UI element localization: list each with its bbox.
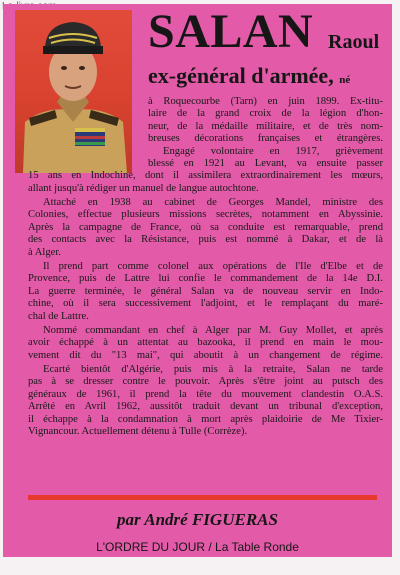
bio-line: La guerre terminée, le général Salan va de nouveau servir en Indo-	[28, 285, 383, 297]
book-cover	[3, 4, 392, 557]
bio-line: il échappe à la condamnation à mort après plaidoirie de Me Tixier-	[28, 413, 383, 425]
divider-bar	[28, 495, 377, 500]
bio-line: à Alger.	[28, 246, 61, 258]
bio-line: breuses décorations françaises et étrangères.	[148, 133, 383, 145]
subtitle-suffix: né	[339, 74, 351, 86]
bio-line: des contacts avec la Résistance, puis est nommé à Dakar, et de là	[28, 234, 383, 246]
bio-line: Colonies, effectue plusieurs missions secrètes, notamment en Abyssinie.	[28, 209, 383, 221]
subtitle	[148, 65, 350, 87]
publisher-line: L'ORDRE DU JOUR / La Table Ronde	[96, 540, 299, 554]
bio-line: Arrêté en Avril 1962, aussitôt traduit devant un tribunal d'exception,	[28, 401, 383, 413]
bio-line: Il prend part comme colonel aux opérations de l'Ile d'Elbe et de	[43, 261, 383, 272]
author-credit: par André FIGUERAS	[117, 510, 278, 529]
bio-line: chine, où il sera successivement l'adjoint, et le remplaçant du maré-	[28, 298, 383, 310]
author-firstname: Raoul	[328, 31, 380, 53]
bio-line: Vignancour. Actuellement détenu à Tulle (Corrèze).	[28, 426, 248, 437]
bio-line: laire de la grand croix de la légion d'hon-	[148, 108, 383, 120]
bio-line: Engagé volontaire en 1917, grièvement	[163, 145, 383, 157]
bio-line: Attaché en 1938 au cabinet de Georges Mandel, ministre des	[43, 197, 383, 208]
bio-line: Nommé commandant en chef à Alger par M. Guy Mollet, et après	[43, 325, 383, 336]
bio-line: vement dit du "13 mai", qui aboutit à un changement de régime.	[28, 349, 383, 361]
bio-line: avoir échappé à un attentat au bazooka, il prend en main le mou-	[28, 337, 383, 349]
bio-line: Après la campagne de France, où sa conduite est remarquable, prend	[28, 221, 383, 233]
portrait-photo	[15, 10, 132, 173]
bio-line: blessé en 1921 au Levant, va ensuite passer	[148, 158, 383, 169]
bio-line: généraux de 1961, il prend la tête du mouvement clandestin O.A.S.	[28, 388, 383, 400]
bio-line: allant jusqu'à rédiger un manuel de langue autochtone.	[28, 182, 259, 194]
bio-line: pas à se dresser contre le pouvoir. Après s'être joint au putsch des	[28, 376, 383, 388]
bio-line: 15 ans en Indochine, dont il assimilera extraordinairement les mœurs,	[28, 170, 383, 182]
bio-line: Ecarté bientôt d'Algérie, puis mis à la retraite, Salan ne tarde	[43, 364, 383, 375]
subtitle-text: ex-général d'armée,	[148, 63, 334, 88]
bio-line: chal de Lattre.	[28, 310, 89, 322]
author-surname: SALAN	[148, 5, 314, 58]
bio-line: Provence, puis de Lattre lui confie le commandement de la 14e D.I.	[28, 273, 383, 285]
bio-line: à Roquecourbe (Tarn) en juin 1899. Ex-titu-	[148, 96, 383, 107]
portrait-illustration	[15, 10, 132, 173]
bio-line: neur, de la médaille militaire, et de très nom-	[148, 120, 383, 132]
